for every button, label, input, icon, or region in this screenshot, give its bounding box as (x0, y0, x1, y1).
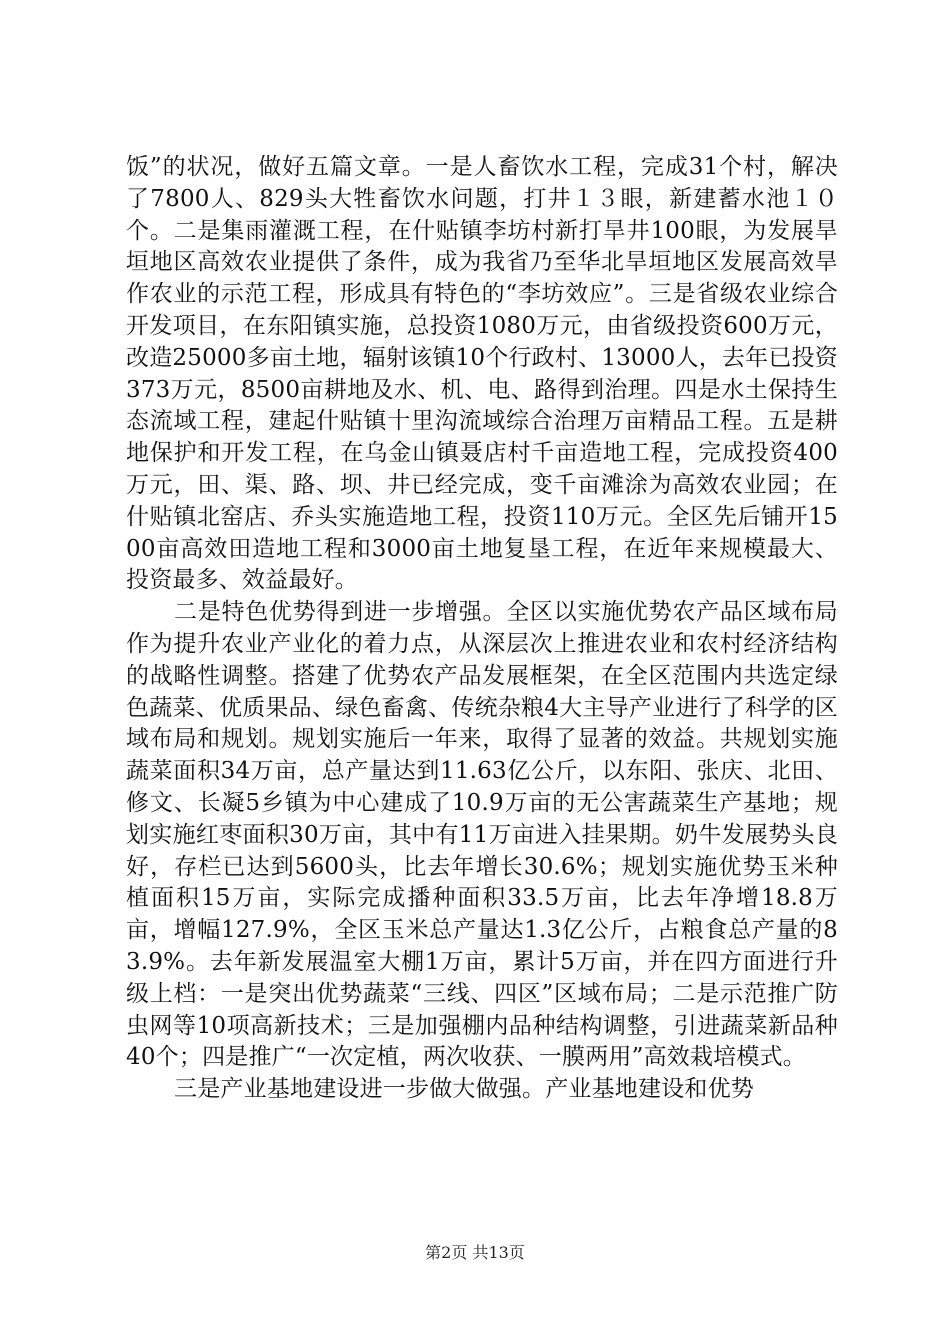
paragraph-3: 三是产业基地建设进一步做大做强。产业基地建设和优势 (174, 1076, 754, 1103)
page-number-footer: 第2页 共13页 (425, 1243, 525, 1262)
document-body (126, 152, 838, 1106)
paragraph-1: 饭”的状况，做好五篇文章。一是人畜饮水工程，完成31个村，解决了7800人、829头大牲畜饮水问题，打井１３眼，新建蓄水池１０个。二是集雨灌溉工程，在什贴镇李坊村新打旱井100眼，为发展旱垣地区高效农业提供了条件，成为我省乃至华北旱垣地区发展高效旱作农业的示范工程，形成具有特色的“李坊效应”。三是省级农业综合开发项目，在东阳镇实施，总投资1080万元，由省级投资600万元，改造25000多亩土地，辐射该镇10个行政村、13000人，去年已投资373万元，8500亩耕地及水、机、电、路得到治理。四是水土保持生态流域工程，建起什贴镇十里沟流域综合治理万亩精品工程。五是耕地保护和开发工程，在乌金山镇聂店村千亩造地工程，完成投资400万元，田、渠、路、坝、井已经完成，变千亩滩涂为高效农业园；在什贴镇北窑店、乔头实施造地工程，投资110万元。全区先后铺开1500亩高效田造地工程和3000亩土地复垦工程，在近年来规模最大、投资最多、效益最好。 (126, 154, 838, 594)
paragraph-2: 二是特色优势得到进一步增强。全区以实施优势农产品区域布局作为提升农业产业化的着力点，从深层次上推进农业和农村经济结构的战略性调整。搭建了优势农产品发展框架，在全区范围内共选定绿色蔬菜、优质果品、绿色畜禽、传统杂粮4大主导产业进行了科学的区域布局和规划。规划实施后一年来，取得了显著的效益。共规划实施蔬菜面积34万亩，总产量达到11.63亿公斤，以东阳、张庆、北田、修文、长凝5乡镇为中心建成了10.9万亩的无公害蔬菜生产基地；规划实施红枣面积30万亩，其中有11万亩进入挂果期。奶牛发展势头良好，存栏已达到5600头，比去年增长30.6%；规划实施优势玉米种植面积15万亩，实际完成播种面积33.5万亩，比去年净增18.8万亩，增幅127.9%，全区玉米总产量达1.3亿公斤，占粮食总产量的83.9%。去年新发展温室大棚1万亩，累计5万亩，并在四方面进行升级上档：一是突出优势蔬菜“三线、四区”区域布局；二是示范推广防虫网等10项高新技术；三是加强棚内品种结构调整，引进蔬菜新品种40个；四是推广“一次定植，两次收获、一膜两用”高效栽培模式。 (126, 599, 838, 1071)
